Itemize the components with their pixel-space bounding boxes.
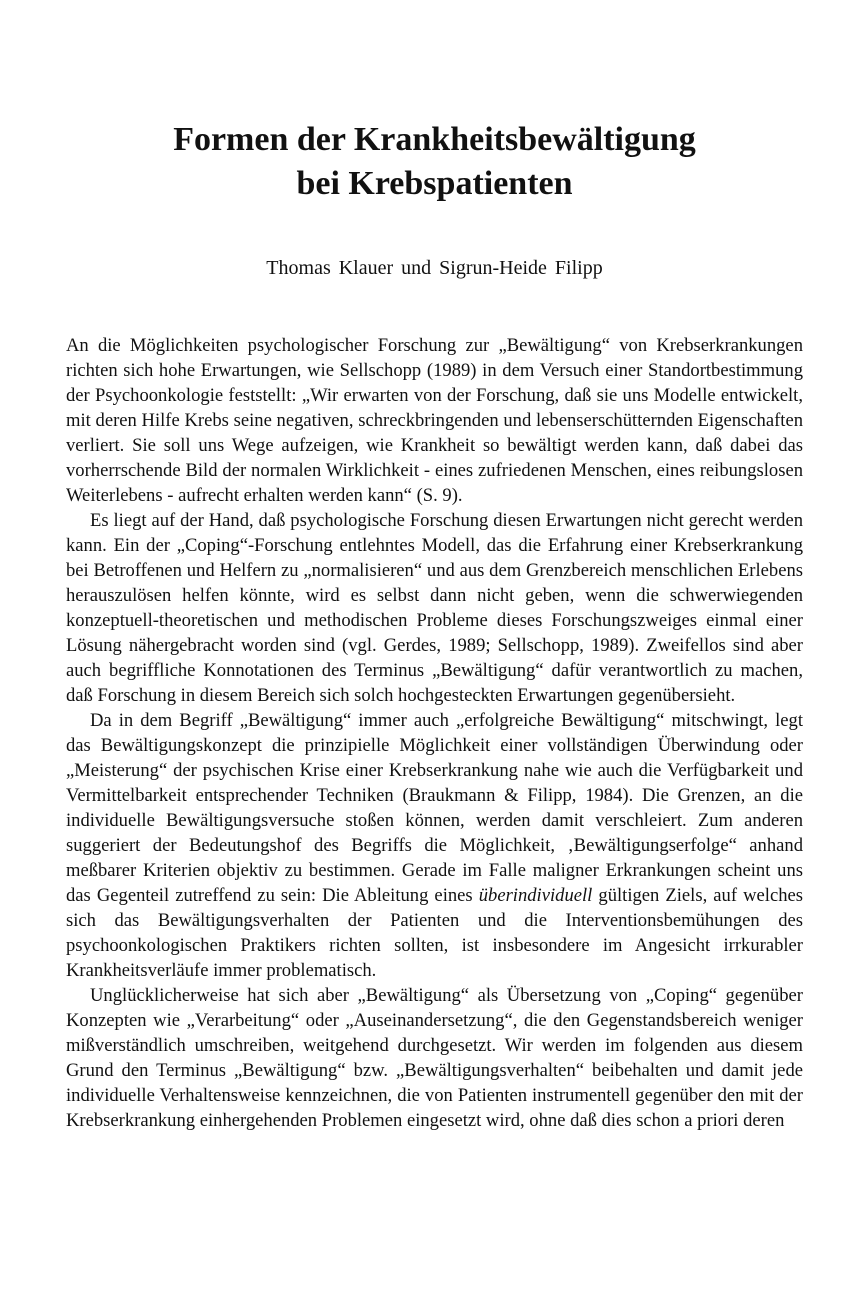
paragraph-3-part-1: Da in dem Begriff „Bewältigung“ immer auch „erfolgreiche Bewältigung“ mitschwingt, legt das Bewältigungskonzept die prinzipielle Möglichkeit einer vollständigen Überwindung oder „Meisterung“ der psychischen Krise einer Krebserkrankung nahe wie auch die Verfügbarkeit und Vermittelbarkeit entsprechender Techniken (Braukmann & Filipp, 1984). Die Grenzen, an die individuelle Bewältigungsversuche stoßen können, werden damit verschleiert. Zum anderen suggeriert der Bedeutungshof des Begriffs die Möglichkeit, ‚Bewältigungserfolge“ anhand meßbarer Kriterien objektiv zu bestimmen. Gerade im Falle maligner Erkrankungen scheint uns das Gegenteil zutreffend zu sein: Die Ableitung eines — [66, 710, 803, 906]
title-line-1: Formen der Krankheitsbewältigung — [173, 121, 696, 158]
paragraph-3 — [66, 708, 803, 983]
title-line-2: bei Krebspatienten — [296, 165, 573, 202]
paragraph-4: Unglücklicherweise hat sich aber „Bewältigung“ als Übersetzung von „Coping“ gegenüber Konzepten wie „Verarbeitung“ oder „Auseinandersetzung“, die den Gegenstandsbereich weniger mißverständlich umschreiben, weitgehend durchgesetzt. Wir werden im folgenden aus diesem Grund den Terminus „Bewältigung“ bzw. „Bewältigungsverhalten“ beibehalten und damit jede individuelle Verhaltensweise kennzeichnen, die von Patienten instrumentell gegenüber den mit der Krebserkrankung einhergehenden Problemen eingesetzt wird, ohne daß dies schon a priori deren — [66, 985, 803, 1131]
paragraph-1: An die Möglichkeiten psychologischer Forschung zur „Bewältigung“ von Krebserkrankungen richten sich hohe Erwartungen, wie Sellschopp (1989) in dem Versuch einer Standortbestimmung der Psychoonkologie feststellt: „Wir erwarten von der Forschung, daß sie uns Modelle entwickelt, mit deren Hilfe Krebs seine negativen, schreckbringenden und lebenserschütternden Eigenschaften verliert. Sie soll uns Wege aufzeigen, wie Krankheit so bewältigt werden kann, daß dabei das vorherrschende Bild der normalen Wirklichkeit - eines zufriedenen Menschen, eines reibungslosen Weiterlebens - aufrecht erhalten werden kann“ (S. 9). — [66, 335, 803, 506]
paragraph-3-part-2: gültigen Ziels, auf welches sich das Bewältigungsverhalten der Patienten und die Interventionsbemühungen des psychoonkologischen Praktikers richten sollten, ist insbesondere im Angesicht irrkurabler Krankheitsverläufe immer problematisch. — [66, 885, 803, 981]
article-body — [66, 333, 803, 1133]
article-authors: Thomas Klauer und Sigrun-Heide Filipp — [266, 257, 603, 279]
document-page — [66, 0, 803, 1298]
paragraph-2: Es liegt auf der Hand, daß psychologische Forschung diesen Erwartungen nicht gerecht werden kann. Ein der „Coping“-Forschung entlehntes Modell, das die Erfahrung einer Krebserkrankung bei Betroffenen und Helfern zu „normalisieren“ und aus dem Grenzbereich menschlichen Erlebens herauszulösen helfen könnte, wird es selbst dann nicht geben, wenn die schwerwiegenden konzeptuell-theoretischen und methodischen Probleme dieses Forschungszweiges einmal einer Lösung nähergebracht worden sind (vgl. Gerdes, 1989; Sellschopp, 1989). Zweifellos sind aber auch begriffliche Konnotationen des Terminus „Bewältigung“ dafür verantwortlich zu machen, daß Forschung in diesem Bereich sich solch hochgesteckten Erwartungen gegenübersieht. — [66, 510, 803, 706]
paragraph-3-italic-term: überindividuell — [478, 885, 593, 906]
article-title — [66, 118, 803, 206]
